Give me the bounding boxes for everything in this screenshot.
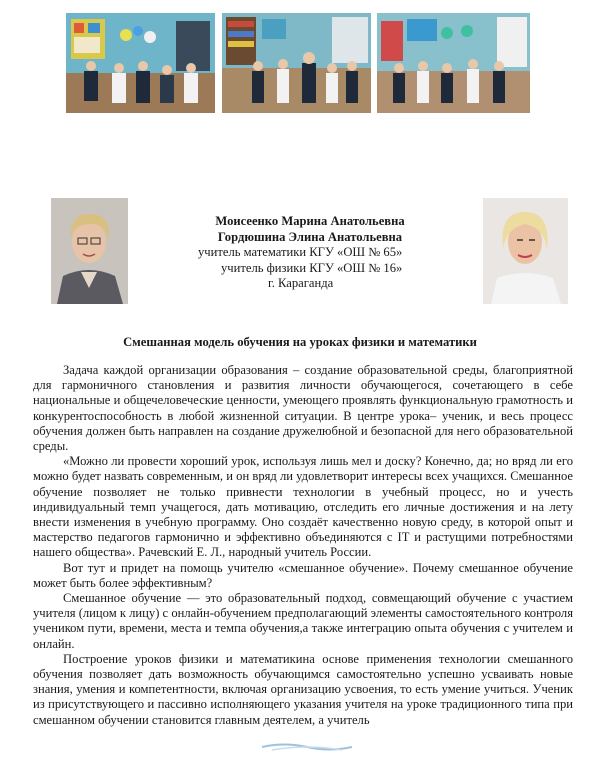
classroom-photo-2: [222, 13, 371, 113]
page-ornament: [262, 739, 352, 757]
classroom-photo-1: [66, 13, 215, 113]
article-body: [33, 363, 573, 728]
classroom-photo-3: [377, 13, 530, 113]
authors-block: [150, 214, 470, 292]
paragraph-4: Смешанное обучение — это образовательный подход, совмещающий обучение с участием учителя (лицом к лицу) с онлайн-обучением предполагающий элементы самостоятельного контроля учеником пути, времени, места и темпа обучения,а также интеграцию опыта обучения с учителем и онлайн.: [33, 591, 573, 651]
paragraph-5: Построение уроков физики и математикина основе применения технологии смешанного обучения позволяет дать возможность обучающимся самостоятельно успешно усваивать новые знания, умения и компетентности, включая организацию усвоения, то есть умение учиться. Ученик из присутствующего и пассивно исполняющего указания учителя на уроке традиционного типа при смешанном обучении становится главным деятелем, а учитель: [33, 651, 573, 727]
author-name-2: Гордюшина Элина Анатольевна: [217, 229, 403, 244]
author-portrait-2: [483, 198, 568, 304]
author-city: г. Караганда: [268, 276, 334, 290]
paragraph-1: Задача каждой организации образования – создание образовательной среды, благоприятной для гармоничного становления и развития личности обучающегося, сочетающего в себе национальные и общечеловеческие ценности, умеющего проявлять функциональную грамотность и конкурентоспособность в любой жизненной ситуации. В центре урока– ученик, и весь процесс обучения должен быть направлен на создание дружелюбной и безопасной для него образовательной среды.: [33, 363, 573, 454]
author-portrait-1: [51, 198, 128, 304]
paragraph-3: Вот тут и придет на помощь учителю «смешанное обучение». Почему смешанное обучение может быть более эффективным?: [33, 560, 573, 590]
author-position-1: учитель математики КГУ «ОШ № 65»: [198, 245, 403, 259]
article-title: Смешанная модель обучения на уроках физики и математики: [123, 335, 477, 349]
author-name-1: Моисеенко Марина Анатольевна: [215, 214, 405, 228]
author-position-2: учитель физики КГУ «ОШ № 16»: [221, 260, 403, 275]
paragraph-2: «Можно ли провести хороший урок, используя лишь мел и доску? Конечно, да; но вряд ли его можно будет назвать современным, и он вряд ли удовлетворит интересы всех учащихся. Смешанное обучение позволяет не только привнести технологии в учебный процесс, но и учесть индивидуальный темп учащегося, дать мотивацию, отследить его личные достижения и на лету внести изменения в учебную программу. Оно создаёт качественно новую среду, в которой опыт и мастерство педагогов гармонично и эффективно объединяются с IT и растущими потребностями нашего общества». Рачевский Е. Л., народный учитель России.: [33, 454, 573, 560]
